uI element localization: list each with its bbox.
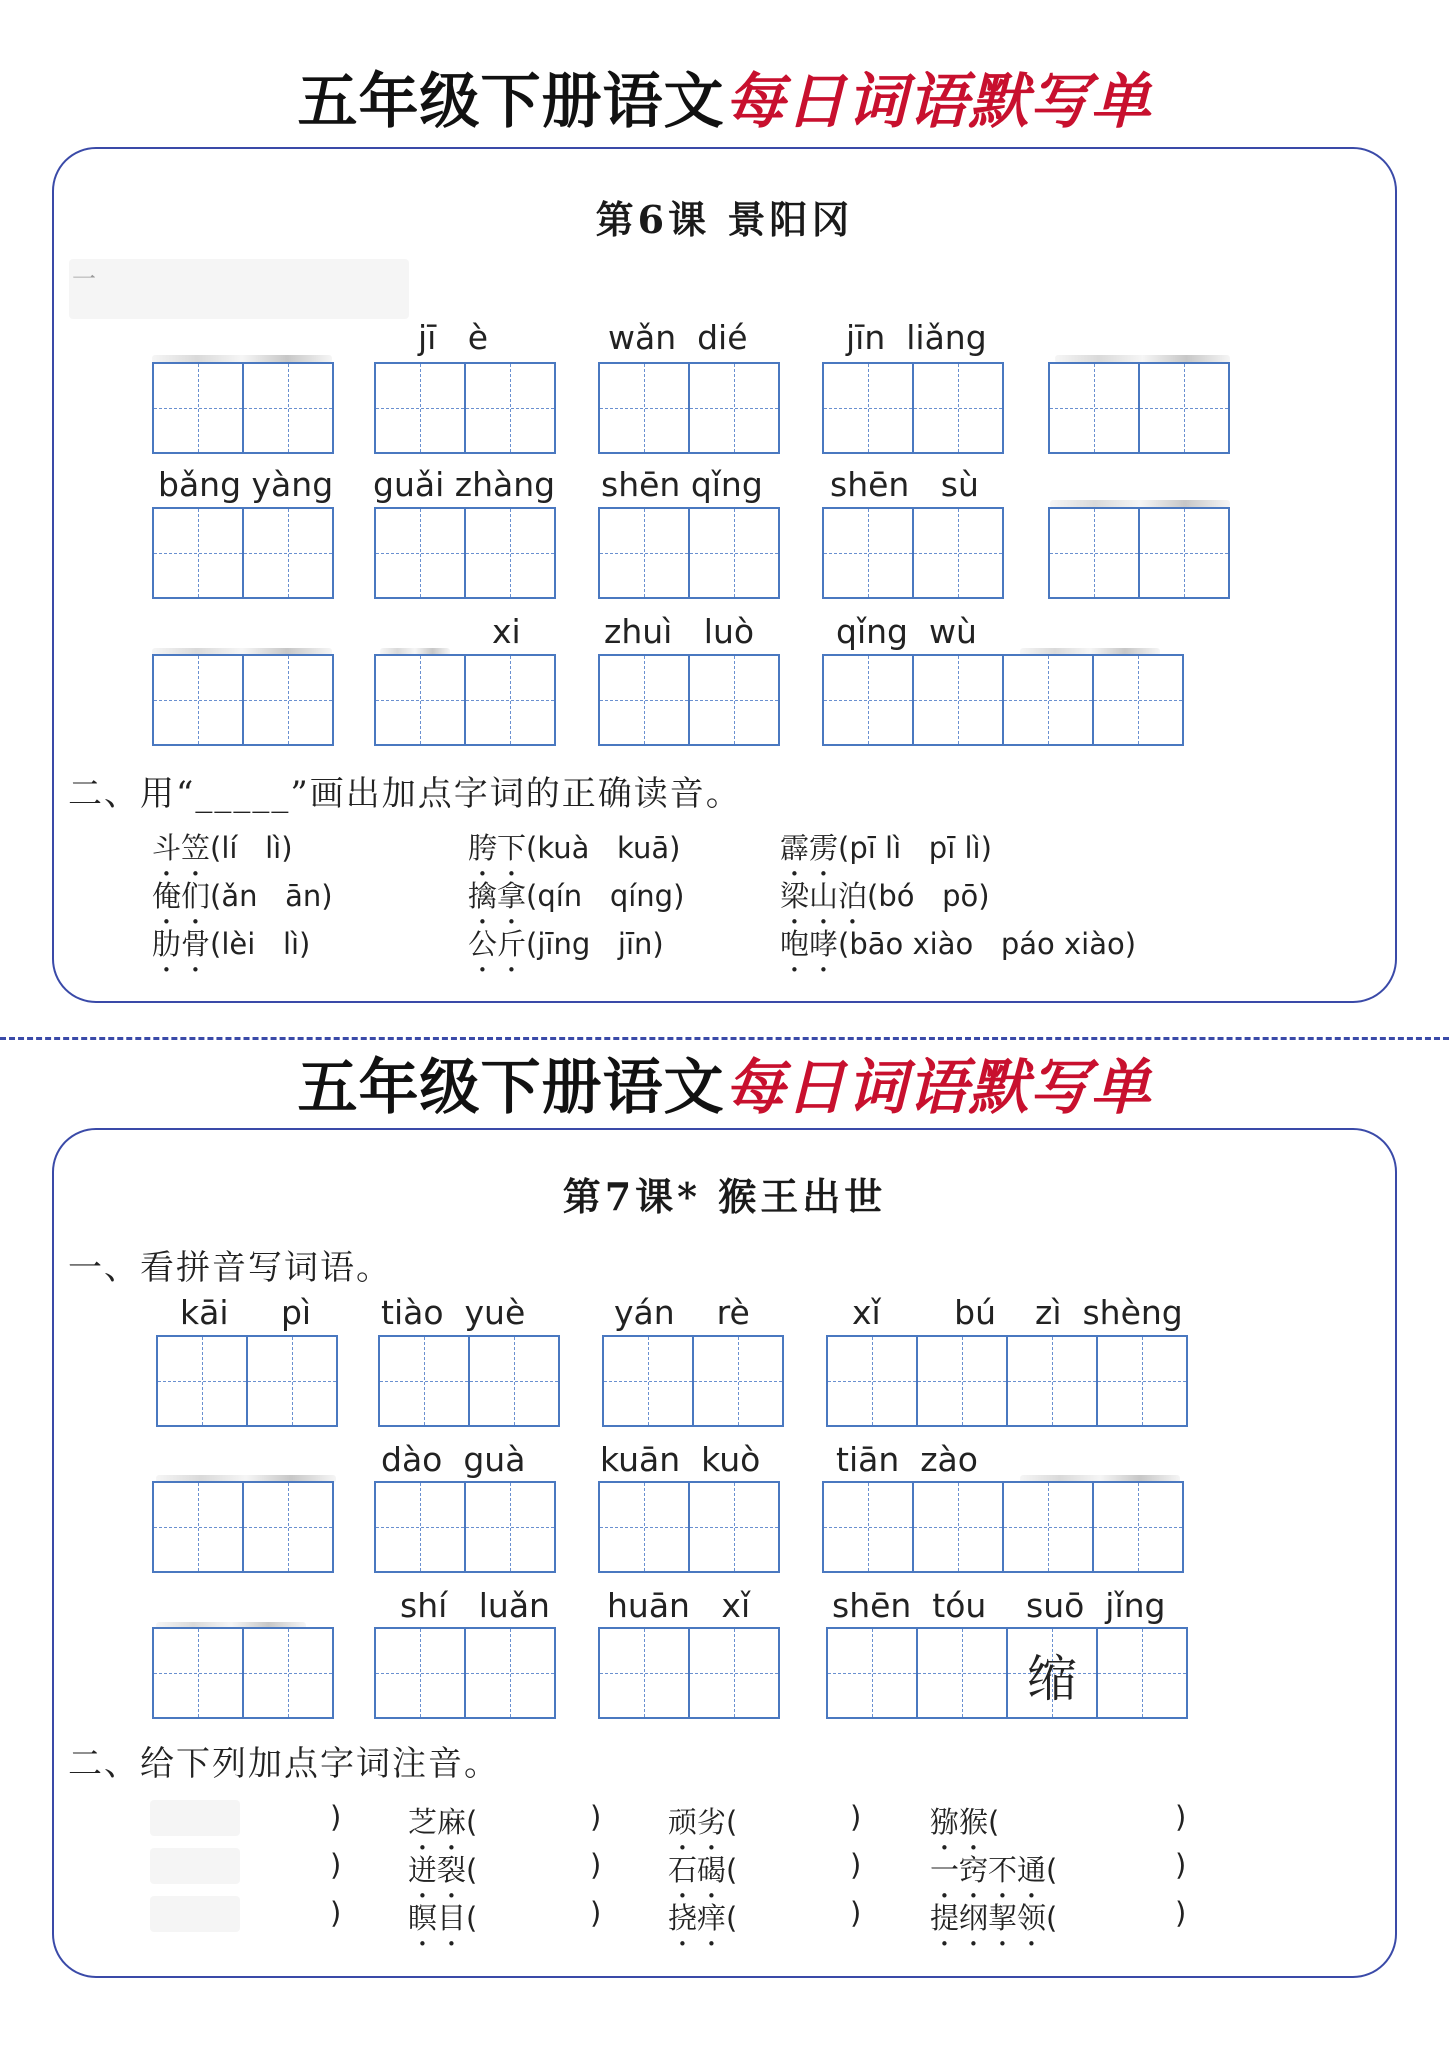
pinyin-label: jī è (418, 318, 489, 357)
sheet2-title-red: 每日词语默写单 (724, 1053, 1152, 1123)
writing-cell[interactable] (156, 1335, 248, 1427)
writing-cell[interactable] (688, 362, 780, 454)
writing-cell[interactable] (916, 1627, 1008, 1719)
question-word: 芝麻( (408, 1805, 478, 1839)
writing-cell[interactable] (1092, 654, 1184, 746)
writing-cell[interactable] (598, 654, 690, 746)
writing-cell[interactable] (242, 1627, 334, 1719)
writing-cell[interactable] (1092, 1481, 1184, 1573)
writing-cell[interactable] (1048, 362, 1140, 454)
pinyin-label: shēn tóu (832, 1586, 987, 1625)
filled-character: 缩 (1027, 1650, 1077, 1708)
sheet1-smudge (69, 259, 409, 319)
writing-cell[interactable] (688, 1481, 780, 1573)
writing-cell[interactable] (246, 1335, 338, 1427)
writing-cell[interactable] (912, 362, 1004, 454)
pinyin-label: bǎng yàng (158, 465, 334, 504)
writing-cell[interactable] (242, 1481, 334, 1573)
writing-cell[interactable] (598, 507, 690, 599)
writing-cell[interactable] (1006, 1627, 1098, 1719)
writing-cell[interactable] (152, 1481, 244, 1573)
writing-cell[interactable] (152, 1627, 244, 1719)
question-options[interactable]: (lèi lì) (210, 927, 311, 961)
pinyin-label: xǐ bú (852, 1293, 996, 1332)
close-paren: ) (330, 1800, 342, 1834)
writing-cell[interactable] (464, 1627, 556, 1719)
writing-cell[interactable] (912, 1481, 1004, 1573)
writing-cell[interactable] (464, 654, 556, 746)
question-word: 瞑目( (408, 1901, 478, 1935)
sheet1-title (0, 67, 1449, 137)
question-word: 提纲挈领( (930, 1901, 1058, 1935)
question-word: 俺们 (152, 879, 211, 913)
sheet2-title (0, 1053, 1449, 1123)
writing-cell[interactable] (598, 1481, 690, 1573)
question-word: 胯下 (468, 831, 527, 865)
pinyin-label: shēn sù (830, 465, 979, 504)
question-options[interactable]: (pī lì pī lì) (838, 831, 992, 865)
pinyin-label: zì shèng (1035, 1293, 1183, 1332)
question-options[interactable]: (bó pō) (867, 879, 990, 913)
pinyin-label: kāi pì (180, 1293, 312, 1332)
writing-cell[interactable] (242, 654, 334, 746)
question-word: 擒拿 (468, 879, 527, 913)
writing-cell[interactable] (374, 507, 466, 599)
writing-cell[interactable] (378, 1335, 470, 1427)
question-word: 梁山泊 (780, 879, 868, 913)
pinyin-label: zhuì luò (604, 612, 755, 651)
phonetic-question[interactable] (408, 1896, 477, 1953)
pinyin-label: guǎi zhàng (373, 465, 556, 504)
writing-cell[interactable] (822, 654, 914, 746)
question-options[interactable]: (bāo xiào páo xiào) (838, 927, 1137, 961)
pinyin-label: huān xǐ (607, 1586, 751, 1625)
writing-cell[interactable] (374, 1481, 466, 1573)
question-word: 猕猴( (930, 1805, 1000, 1839)
writing-cell[interactable] (598, 362, 690, 454)
pinyin-label: xi (492, 612, 521, 651)
question-word: 斗笠 (152, 831, 211, 865)
sheet1-section1-label: 一 (72, 265, 98, 293)
writing-cell[interactable] (242, 362, 334, 454)
pronunciation-question (152, 922, 310, 979)
blurred-word (150, 1848, 240, 1884)
sheet2-title-black: 五年级下册语文 (297, 1053, 725, 1123)
writing-cell[interactable] (822, 1481, 914, 1573)
pinyin-label: yán rè (614, 1293, 750, 1332)
writing-cell[interactable] (1096, 1627, 1188, 1719)
question-options[interactable]: (kuà kuā) (526, 831, 681, 865)
writing-cell[interactable] (916, 1335, 1008, 1427)
writing-cell[interactable] (1002, 1481, 1094, 1573)
sheet1-title-red: 每日词语默写单 (724, 67, 1152, 137)
writing-cell[interactable] (826, 1627, 918, 1719)
writing-cell[interactable] (1138, 507, 1230, 599)
sheet1-lesson-title: 第6课 景阳冈 (595, 197, 854, 242)
writing-cell[interactable] (464, 1481, 556, 1573)
sheet2-section2-label: 二、给下列加点字词注音。 (68, 1744, 500, 1784)
writing-cell[interactable] (688, 507, 780, 599)
close-paren: ) (1175, 1848, 1187, 1882)
close-paren: ) (590, 1896, 602, 1930)
writing-cell[interactable] (152, 507, 244, 599)
writing-cell[interactable] (688, 1627, 780, 1719)
pronunciation-question (468, 922, 664, 979)
writing-cell[interactable] (688, 654, 780, 746)
blurred-word (150, 1800, 240, 1836)
writing-cell[interactable] (912, 507, 1004, 599)
writing-cell[interactable] (1002, 654, 1094, 746)
sheet1-title-black: 五年级下册语文 (297, 67, 725, 137)
writing-cell[interactable] (692, 1335, 784, 1427)
pinyin-label: shí luǎn (400, 1586, 550, 1625)
close-paren: ) (850, 1896, 862, 1930)
pronunciation-question (780, 922, 1136, 979)
close-paren: ) (590, 1848, 602, 1882)
writing-cell[interactable] (152, 362, 244, 454)
writing-cell[interactable] (602, 1335, 694, 1427)
question-options[interactable]: (lí lì) (210, 831, 293, 865)
cut-line-divider (0, 1037, 1449, 1040)
close-paren: ) (330, 1848, 342, 1882)
pinyin-label: jīn liǎng (846, 318, 987, 357)
writing-cell[interactable] (464, 362, 556, 454)
question-word: 咆哮 (780, 927, 839, 961)
writing-cell[interactable] (822, 507, 914, 599)
phonetic-question[interactable] (668, 1896, 737, 1953)
writing-cell[interactable] (598, 1627, 690, 1719)
writing-cell[interactable] (374, 362, 466, 454)
close-paren: ) (330, 1896, 342, 1930)
writing-cell[interactable] (822, 362, 914, 454)
question-word: 顽劣( (668, 1805, 738, 1839)
pinyin-label: tiān zào (836, 1440, 978, 1479)
writing-cell[interactable] (152, 654, 244, 746)
writing-cell[interactable] (468, 1335, 560, 1427)
question-word: 肋骨 (152, 927, 211, 961)
pinyin-label: wǎn dié (608, 318, 748, 357)
writing-cell[interactable] (1006, 1335, 1098, 1427)
close-paren: ) (590, 1800, 602, 1834)
pinyin-label: tiào yuè (381, 1293, 526, 1332)
writing-cell[interactable] (826, 1335, 918, 1427)
question-options[interactable]: (ǎn ān) (210, 879, 333, 913)
writing-cell[interactable] (374, 654, 466, 746)
question-word: 挠痒( (668, 1901, 738, 1935)
question-word: 公斤 (468, 927, 527, 961)
pinyin-label: kuān kuò (600, 1440, 761, 1479)
close-paren: ) (850, 1800, 862, 1834)
question-word: 迸裂( (408, 1853, 478, 1887)
pinyin-label: shēn qǐng (601, 465, 763, 504)
writing-cell[interactable] (1096, 1335, 1188, 1427)
pinyin-label: qǐng wù (836, 612, 977, 651)
writing-cell[interactable] (374, 1627, 466, 1719)
close-paren: ) (1175, 1896, 1187, 1930)
pinyin-label: suō jǐng (1026, 1586, 1166, 1625)
question-word: 石碣( (668, 1853, 738, 1887)
sheet2-lesson-title: 第7课* 猴王出世 (562, 1174, 887, 1219)
phonetic-question[interactable] (930, 1896, 1057, 1953)
question-options[interactable]: (jīng jīn) (526, 927, 664, 961)
question-options[interactable]: (qín qíng) (526, 879, 685, 913)
pinyin-label: dào guà (381, 1440, 526, 1479)
question-word: 霹雳 (780, 831, 839, 865)
writing-cell[interactable] (1138, 362, 1230, 454)
sheet2-section1-label: 一、看拼音写词语。 (68, 1248, 392, 1288)
blurred-word (150, 1896, 240, 1932)
writing-cell[interactable] (464, 507, 556, 599)
question-word: 一窍不通( (930, 1853, 1058, 1887)
sheet1-section2-label: 二、用“_____”画出加点字词的正确读音。 (68, 774, 742, 814)
close-paren: ) (1175, 1800, 1187, 1834)
writing-cell[interactable] (242, 507, 334, 599)
close-paren: ) (850, 1848, 862, 1882)
writing-cell[interactable] (1048, 507, 1140, 599)
writing-cell[interactable] (912, 654, 1004, 746)
